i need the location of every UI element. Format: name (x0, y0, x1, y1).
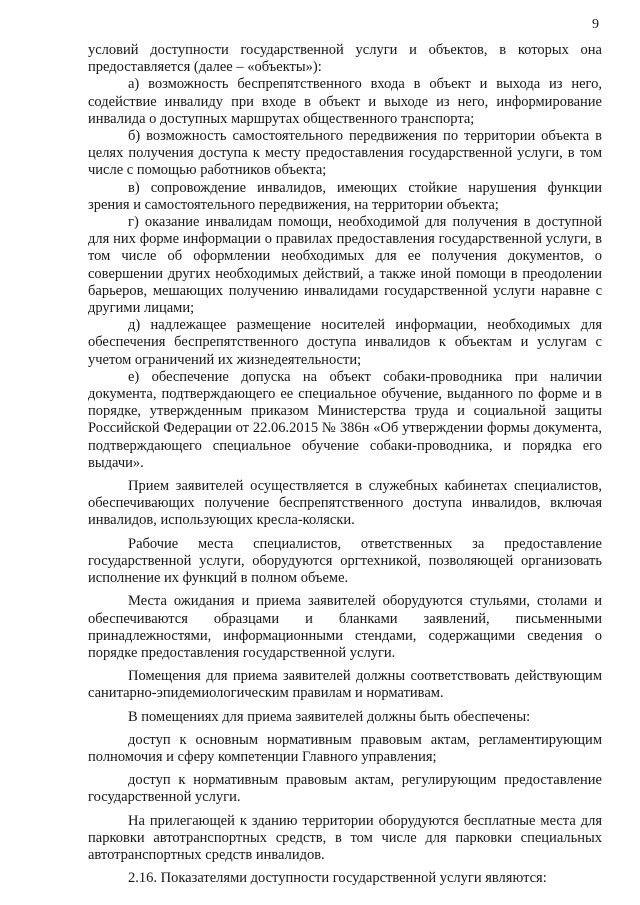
paragraph-waiting-areas: Места ожидания и приема заявителей оборудуются стульями, столами и обеспечиваются образцами и бланками заявлений, письменными принадлежностями, информационными стендами, содержащими сведения о порядке предоставления государственной услуги. (88, 593, 602, 661)
paragraph-access-acts: доступ к нормативным правовым актам, регулирующим предоставление государственной услуги. (88, 772, 602, 806)
document-body (88, 42, 602, 887)
paragraph-premises: В помещениях для приема заявителей должны быть обеспечены: (128, 708, 531, 725)
paragraph-access-main-acts: доступ к основным нормативным правовым актам, регламентирующим полномочия и сферу компетенции Главного управления; (88, 731, 602, 765)
paragraph-workplaces: Рабочие места специалистов, ответственных за предоставление государственной услуги, оборудуются оргтехникой, позволяющей организовать исполнение их функций в полном объеме. (88, 535, 602, 587)
paragraph-sanitary: Помещения для приема заявителей должны соответствовать действующим санитарно-эпидемиологическим правилам и нормативам. (88, 668, 602, 702)
list-item-e: д) надлежащее размещение носителей информации, необходимых для обеспечения беспрепятственного доступа инвалидов к объектам и услугам с учетом ограничений их жизнедеятельности; (88, 317, 602, 368)
list-item-a: а) возможность беспрепятственного входа в объект и выхода из него, содействие инвалиду при входе в объект и выходе из него, информирование инвалида о доступных маршрутах общественного транспорта; (88, 76, 602, 127)
list-item-d: г) оказание инвалидам помощи, необходимой для получения в доступной для них форме информации о правилах предоставления государственной услуги, в том числе об оформлении необходимых для ее получения документов, о совершении других необходимых действий, а также иной помощи в преодолении барьеров, мешающих получению инвалидами государственной услуги наравне с другими лицами; (88, 214, 602, 317)
list-item-b: б) возможность самостоятельного передвижения по территории объекта в целях получения доступа к месту предоставления государственной услуги, в том числе с помощью работников объекта; (88, 128, 602, 179)
paragraph-parking: На прилегающей к зданию территории оборудуются бесплатные места для парковки автотранспортных средств, в том числе для парковки специальных автотранспортных средств инвалидов. (88, 812, 602, 863)
paragraph-intro: условий доступности государственной услуги и объектов, в которых она предоставляется (далее – «объекты»): (88, 42, 602, 76)
paragraph-reception: Прием заявителей осуществляется в служебных кабинетах специалистов, обеспечивающих получение беспрепятственного доступа инвалидов, включая инвалидов, использующих кресла-коляски. (88, 478, 602, 529)
section-heading-2-16: 2.16. Показателями доступности государственной услуги являются: (128, 870, 547, 887)
list-item-f: е) обеспечение допуска на объект собаки-проводника при наличии документа, подтверждающего ее специальное обучение, выданного по форме и в порядке, утвержденным приказом Министерства труда и социальной защиты Российской Федерации от 22.06.2015 № 386н «Об утверждении формы документа, подтверждающего специальное обучение собаки-проводника, и порядка его выдачи». (88, 368, 602, 471)
page-number: 9 (592, 17, 599, 32)
list-item-c: в) сопровождение инвалидов, имеющих стойкие нарушения функции зрения и самостоятельного передвижения, на территории объекта; (88, 179, 602, 213)
